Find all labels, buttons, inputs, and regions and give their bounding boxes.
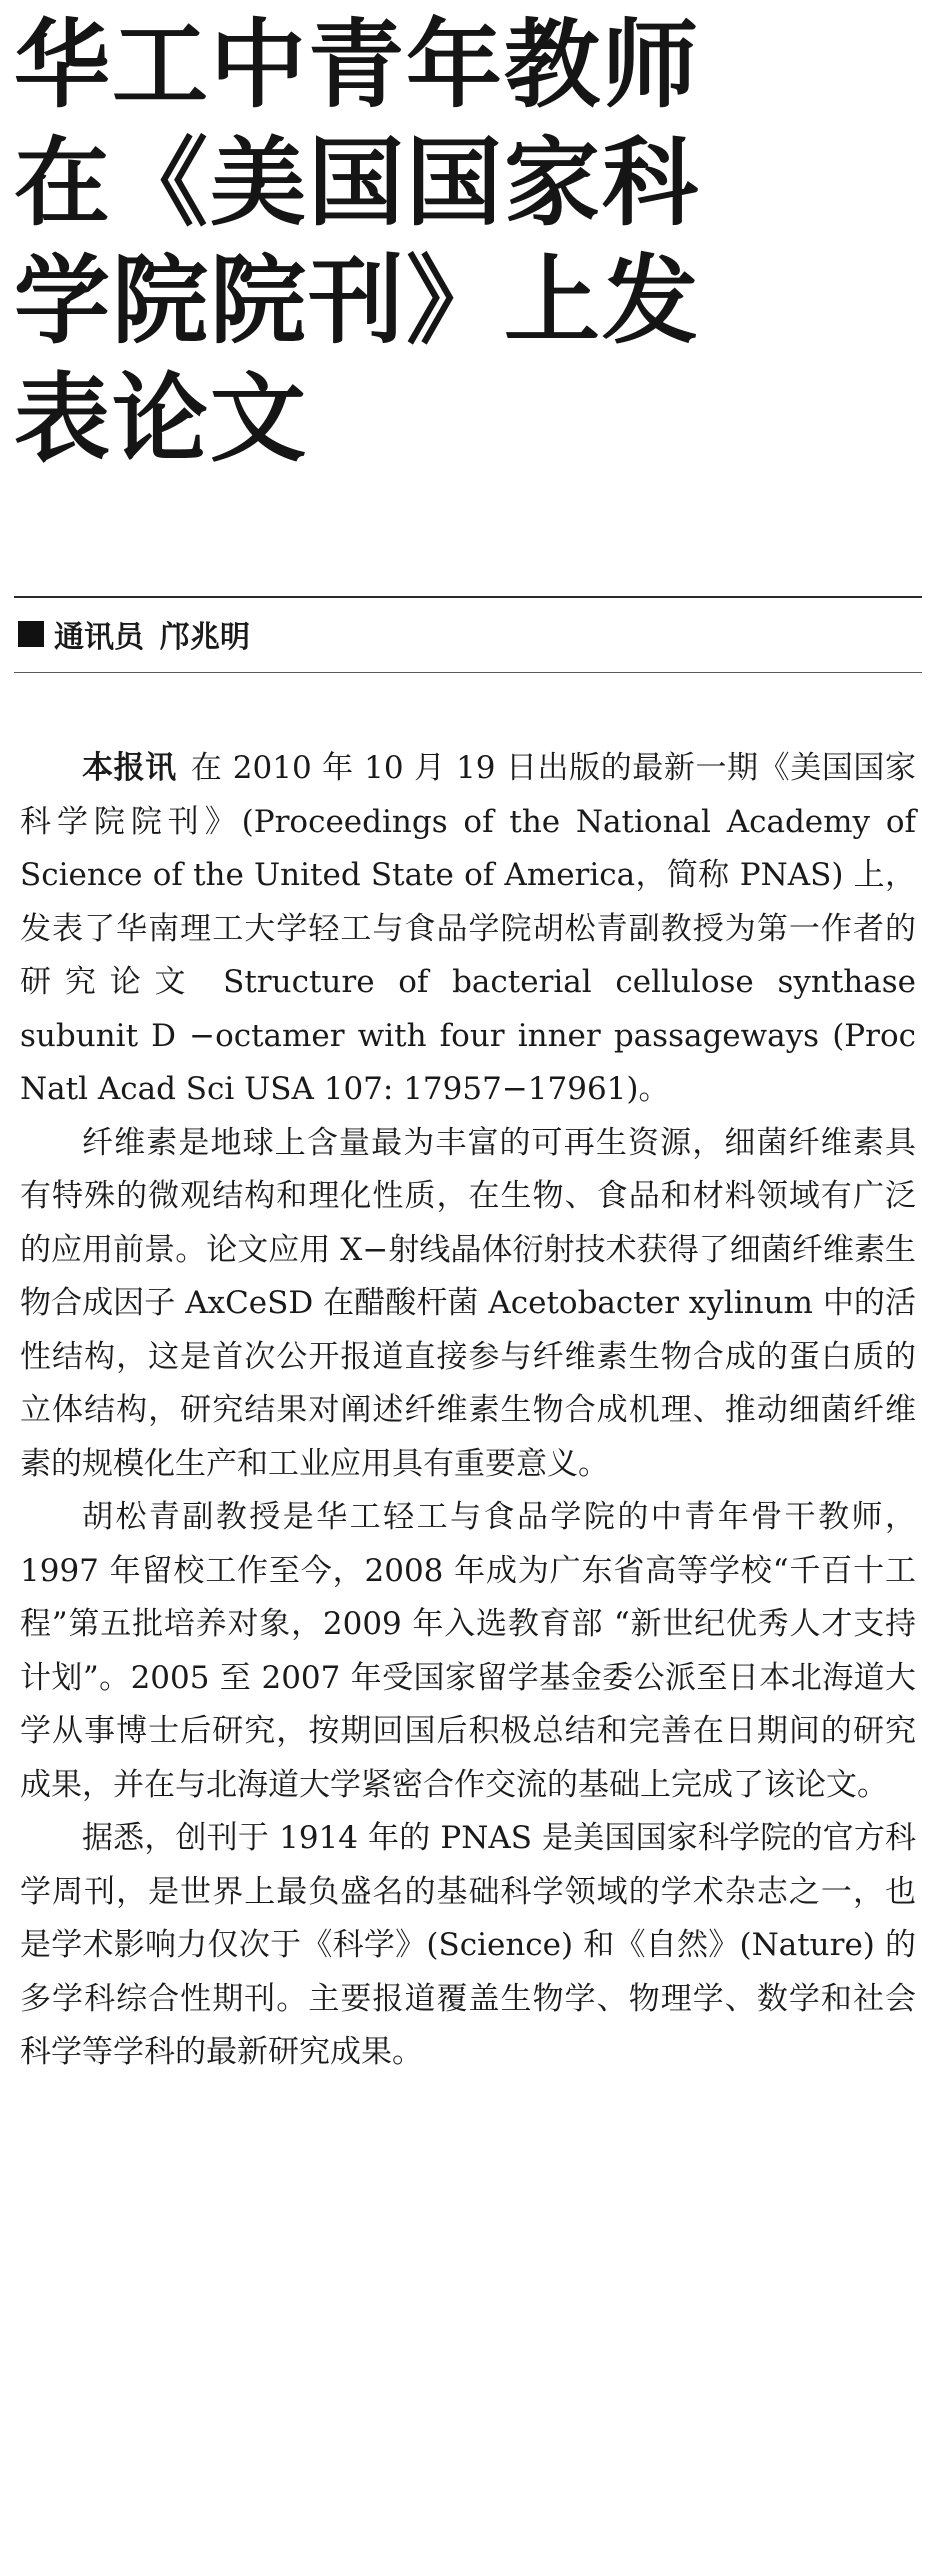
article-paragraph: 据悉，创刊于 1914 年的 PNAS 是美国国家科学院的官方科学周刊，是世界上最负盛名的基础科学领域的学术杂志之一，也是学术影响力仅次于《科学》(Science) 和《自然》(Nature) 的多学科综合性期刊。主要报道覆盖生物学、物理学、数学和社会科学等学科的最新研究成果。 — [20, 1820, 916, 2070]
headline-line: 表论文 — [14, 363, 308, 475]
article-paragraph — [20, 742, 916, 1117]
lead-label: 本报讯 — [82, 750, 177, 786]
article-paragraph: 胡松青副教授是华工轻工与食品学院的中青年骨干教师，1997 年留校工作至今，2008 年成为广东省高等学校“千百十工程”第五批培养对象，2009 年入选教育部 “新世纪优秀人才支持计划”。2005 至 2007 年受国家留学基金委公派至日本北海道大学从事博士后研究，按期回国后积极总结和完善在日期间的研究成果，并在与北海道大学紧密合作交流的基础上完成了该论文。 — [20, 1499, 916, 1803]
byline — [18, 614, 250, 654]
headline-line: 学院院刊》上发 — [14, 245, 700, 357]
headline-line: 在《美国国家科 — [14, 127, 700, 239]
byline-author-name: 邝兆明 — [160, 620, 250, 655]
headline — [14, 6, 924, 478]
article-body — [20, 742, 916, 2080]
black-square-icon — [18, 621, 44, 647]
byline-bottom-rule — [14, 672, 922, 673]
headline-line: 华工中青年教师 — [14, 9, 700, 121]
article-paragraph: 纤维素是地球上含量最为丰富的可再生资源，细菌纤维素具有特殊的微观结构和理化性质，在生物、食品和材料领域有广泛的应用前景。论文应用 X−射线晶体衍射技术获得了细菌纤维素生物合成因子 AxCeSD 在醋酸杆菌 Acetobacter xylinum 中的活性结构，这是首次公开报道直接参与纤维素生物合成的蛋白质的立体结构，研究结果对阐述纤维素生物合成机理、推动细菌纤维素的规模化生产和工业应用具有重要意义。 — [20, 1124, 916, 1482]
byline-role: 通讯员 — [54, 620, 144, 655]
byline-top-rule — [14, 596, 922, 598]
paragraph-text: 在 2010 年 10 月 19 日出版的最新一期《美国国家科学院院刊》(Proceedings of the National Academy of Science of the United State of America，简称 PNAS) 上，发表了华南理工大学轻工与食品学院胡松青副教授为第一作者的研究论文 Structure of bacterial cellulose synthase subunit D −octamer with four inner passageways (Proc Natl Acad Sci USA 107: 17957−17961)。 — [20, 750, 916, 1107]
